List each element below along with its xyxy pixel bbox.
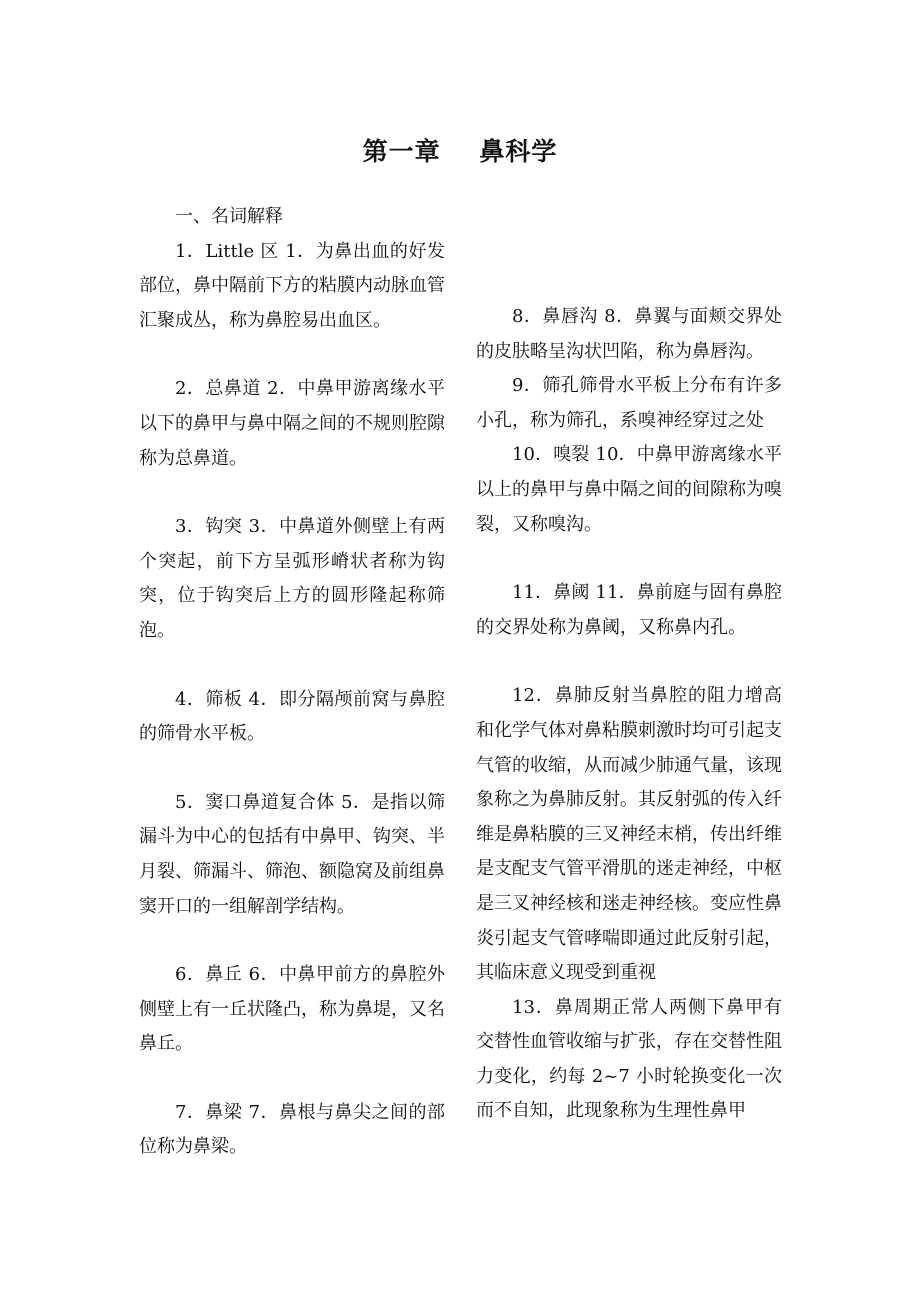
term-uncinate-process: 3．钩突 3．中鼻道外侧壁上有两个突起，前下方呈弧形嵴状者称为钩突，位于钩突后上方的圆形隆起称筛泡。	[139, 516, 445, 641]
left-column	[139, 200, 445, 1165]
term-nasal-cycle: 13．鼻周期正常人两侧下鼻甲有交替性血管收缩与扩张，存在交替性阻力变化，约每 2~7 小时轮换变化一次而不自知，此现象称为生理性鼻甲	[476, 996, 782, 1122]
term-nasopulmonary-reflex: 12．鼻肺反射当鼻腔的阻力增高和化学气体对鼻粘膜刺激时均可引起支气管的收缩，从而减少肺通气量，该现象称之为鼻肺反射。其反射弧的传入纤维是鼻粘膜的三叉神经末梢，传出纤维是支配支气管平滑肌的迷走神经，中枢是三叉神经核和迷走神经核。变应性鼻炎引起支气管哮喘即通过此反射引起，其临床意义现受到重视	[476, 685, 782, 984]
term-common-meatus: 2．总鼻道 2．中鼻甲游离缘水平以下的鼻甲与鼻中隔之间的不规则腔隙称为总鼻道。	[139, 378, 445, 469]
term-ostiomeatal-complex: 5．窦口鼻道复合体 5．是指以筛漏斗为中心的包括有中鼻甲、钩突、半月裂、筛漏斗、筛泡、额隐窝及前组鼻窦开口的一组解剖学结构。	[139, 791, 445, 917]
chapter-title: 第一章 鼻科学	[362, 137, 558, 166]
term-nasal-bridge: 7．鼻梁 7．鼻根与鼻尖之间的部位称为鼻梁。	[139, 1101, 445, 1158]
right-column	[476, 300, 782, 1129]
term-cribriform-plate: 4．筛板 4．即分隔颅前窝与鼻腔的筛骨水平板。	[139, 688, 445, 745]
term-little-area: 1．Little 区 1．为鼻出血的好发部位，鼻中隔前下方的粘膜内动脉血管汇聚成丛，称为鼻腔易出血区。	[139, 240, 445, 331]
section-heading: 一、名词解释	[175, 206, 283, 227]
term-agger-nasi: 6．鼻丘 6．中鼻甲前方的鼻腔外侧壁上有一丘状隆凸，称为鼻堤，又名鼻丘。	[139, 964, 445, 1055]
term-nasolabial-fold: 8．鼻唇沟 8．鼻翼与面颊交界处的皮肤略呈沟状凹陷，称为鼻唇沟。	[476, 306, 782, 362]
term-limen-nasi: 11．鼻阈 11．鼻前庭与固有鼻腔的交界处称为鼻阈，又称鼻内孔。	[476, 582, 782, 638]
term-olfactory-cleft: 10．嗅裂 10．中鼻甲游离缘水平以上的鼻甲与鼻中隔之间的间隙称为嗅裂，又称嗅沟。	[476, 444, 782, 535]
term-cribriform-foramina: 9．筛孔筛骨水平板上分布有许多小孔，称为筛孔，系嗅神经穿过之处	[476, 375, 782, 431]
